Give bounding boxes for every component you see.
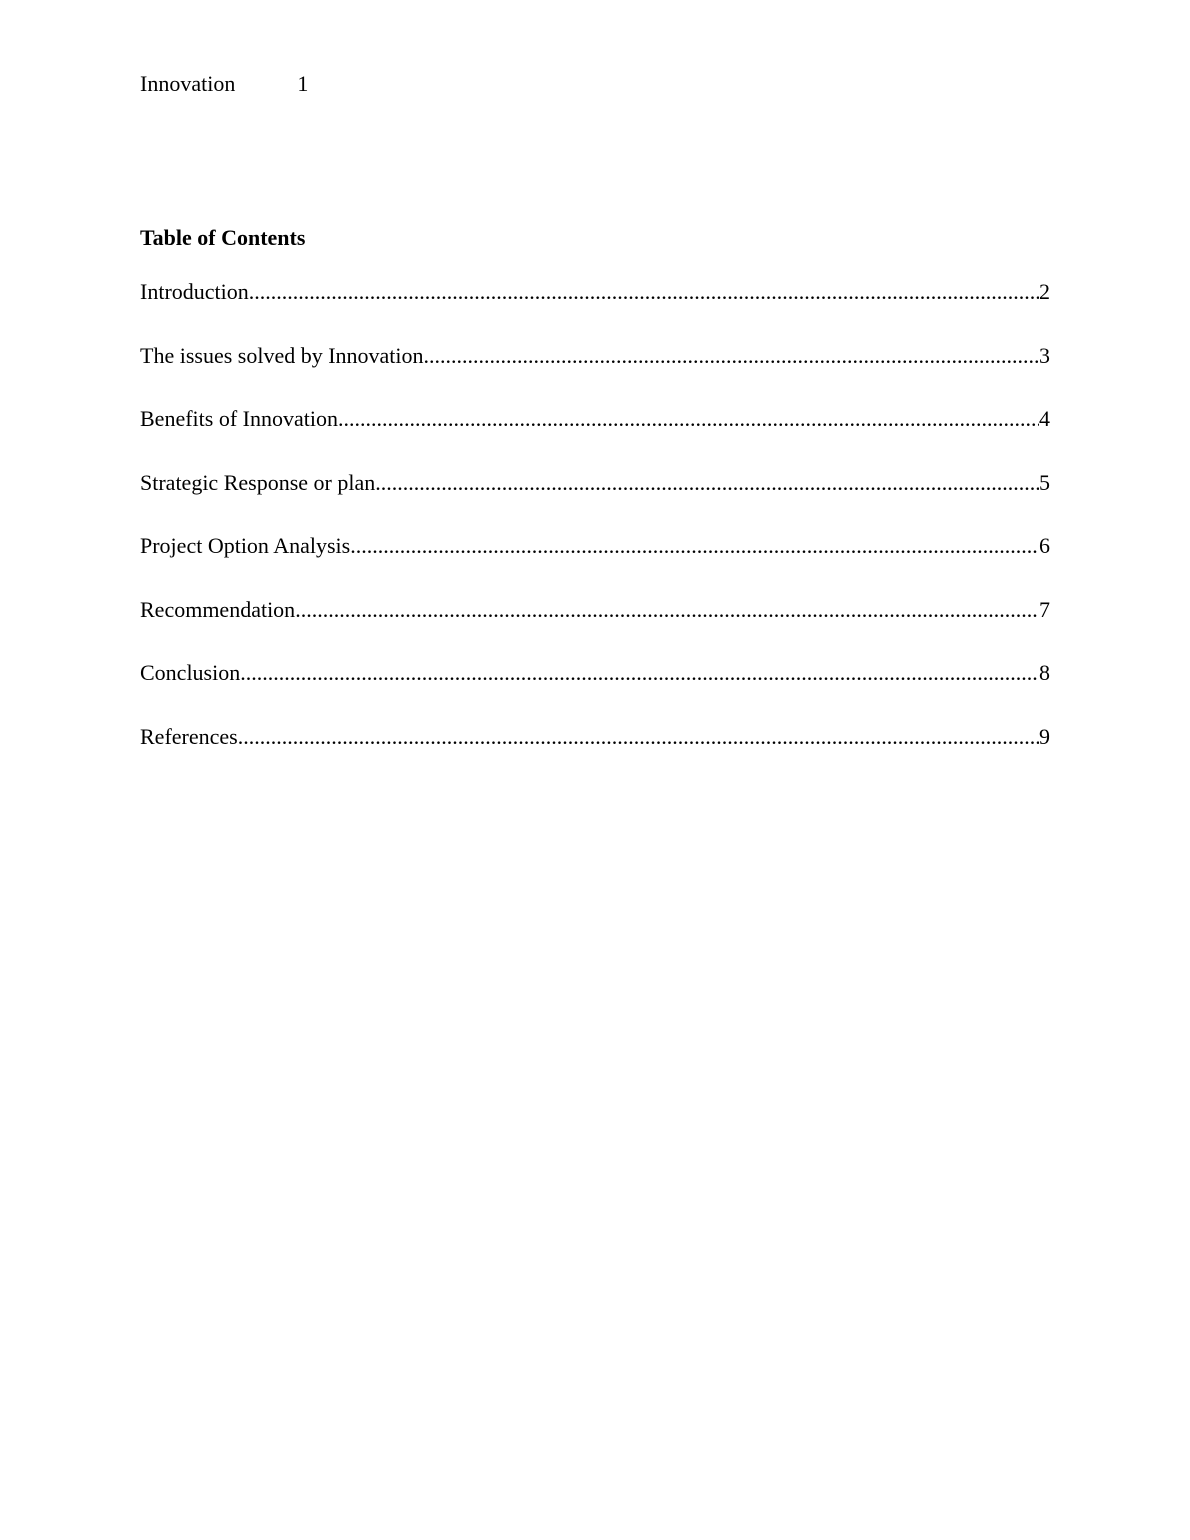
toc-entry-title: Recommendation: [140, 596, 296, 622]
running-header: [140, 70, 308, 98]
toc-dot-leader: [350, 532, 1039, 560]
toc-entry-title: Strategic Response or plan: [140, 469, 376, 495]
toc-dot-leader: [338, 405, 1039, 433]
toc-entry-strategic-response[interactable]: [140, 469, 1050, 497]
toc-dot-leader: [375, 469, 1039, 497]
toc-entry-recommendation[interactable]: [140, 596, 1050, 624]
toc-entry-title: References: [140, 723, 238, 749]
toc-entry-project-option-analysis[interactable]: [140, 532, 1050, 560]
running-header-title: Innovation: [140, 71, 236, 96]
header-page-number: 1: [297, 71, 309, 96]
toc-entry-page: 4: [1039, 406, 1050, 431]
toc-entry-page: 7: [1039, 596, 1050, 622]
toc-entry-title: Project Option Analysis: [140, 533, 351, 558]
toc-dot-leader: [424, 342, 1039, 370]
toc-entry-page: 9: [1039, 723, 1050, 749]
toc-heading: Table of Contents: [140, 225, 306, 250]
toc-entry-introduction[interactable]: [140, 278, 1050, 306]
toc-dot-leader: [249, 278, 1039, 306]
toc-entry-benefits[interactable]: [140, 405, 1050, 433]
toc-entry-page: 2: [1039, 279, 1050, 304]
toc-entry-references[interactable]: [140, 723, 1050, 751]
toc-entry-conclusion[interactable]: [140, 659, 1050, 687]
toc-entry-page: 3: [1039, 342, 1050, 368]
toc-dot-leader: [240, 659, 1039, 687]
toc-dot-leader: [238, 723, 1039, 751]
table-of-contents: [140, 278, 1050, 786]
toc-entry-title: Introduction: [140, 279, 249, 304]
toc-entry-title: Benefits of Innovation: [140, 406, 338, 431]
toc-entry-title: Conclusion: [140, 660, 241, 685]
toc-entry-page: 6: [1039, 533, 1050, 558]
toc-entry-page: 5: [1039, 469, 1050, 495]
toc-entry-title: The issues solved by Innovation: [140, 342, 424, 368]
toc-entry-page: 8: [1039, 660, 1050, 685]
toc-entry-issues-solved[interactable]: [140, 342, 1050, 370]
toc-dot-leader: [295, 596, 1039, 624]
